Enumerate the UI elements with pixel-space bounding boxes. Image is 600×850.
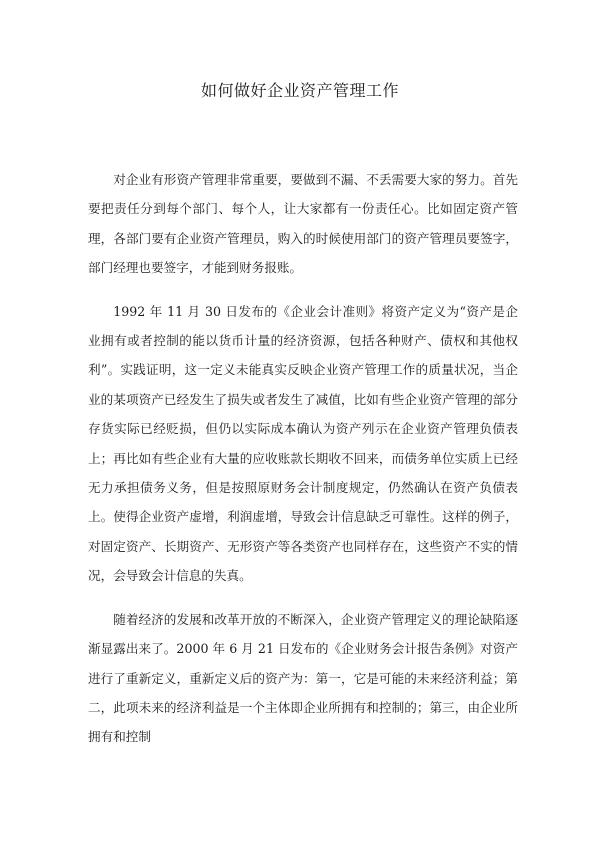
document-body: [88, 165, 518, 766]
paragraph-2: 1992 年 11 月 30 日发布的《企业会计准则》将资产定义为“资产是企业拥有或者控制的能以货币计量的经济资源，包括各种财产、债权和其他权利”。实践证明，这一定义未能真实反映企业资产管理工作的质量状况，当企业的某项资产已经发生了损失或者发生了减值，比如有些企业资产管理的部分存货实际已经贬损，但仍以实际成本确认为资产列示在企业资产管理负债表上；再比如有些企业有大量的应收账款长期收不回来，而债务单位实质上已经无力承担债务义务，但是按照原财务会计制度规定，仍然确认在资产负债表上。使得企业资产虚增，利润虚增，导致会计信息缺乏可靠性。这样的例子，对固定资产、长期资产、无形资产等各类资产也同样存在，这些资产不实的情况，会导致会计信息的失真。: [88, 303, 518, 584]
paragraph-1: 对企业有形资产管理非常重要，要做到不漏、不丢需要大家的努力。首先要把责任分到每个部门、每个人，让大家都有一份责任心。比如固定资产管理，各部门要有企业资产管理员，购入的时候使用部门的资产管理员要签字，部门经理也要签字，才能到财务报账。: [88, 172, 518, 276]
paragraph-3: 随着经济的发展和改革开放的不断深入，企业资产管理定义的理论缺陷逐渐显露出来了。2000 年 6 月 21 日发布的《企业财务会计报告条例》对资产进行了重新定义，重新定义后的资产为：第一，它是可能的未来经济利益；第二，此项未来的经济利益是一个主体即企业所拥有和控制的；第三，由企业所拥有和控制: [88, 611, 518, 745]
document-title: 如何做好企业资产管理工作: [200, 81, 399, 100]
